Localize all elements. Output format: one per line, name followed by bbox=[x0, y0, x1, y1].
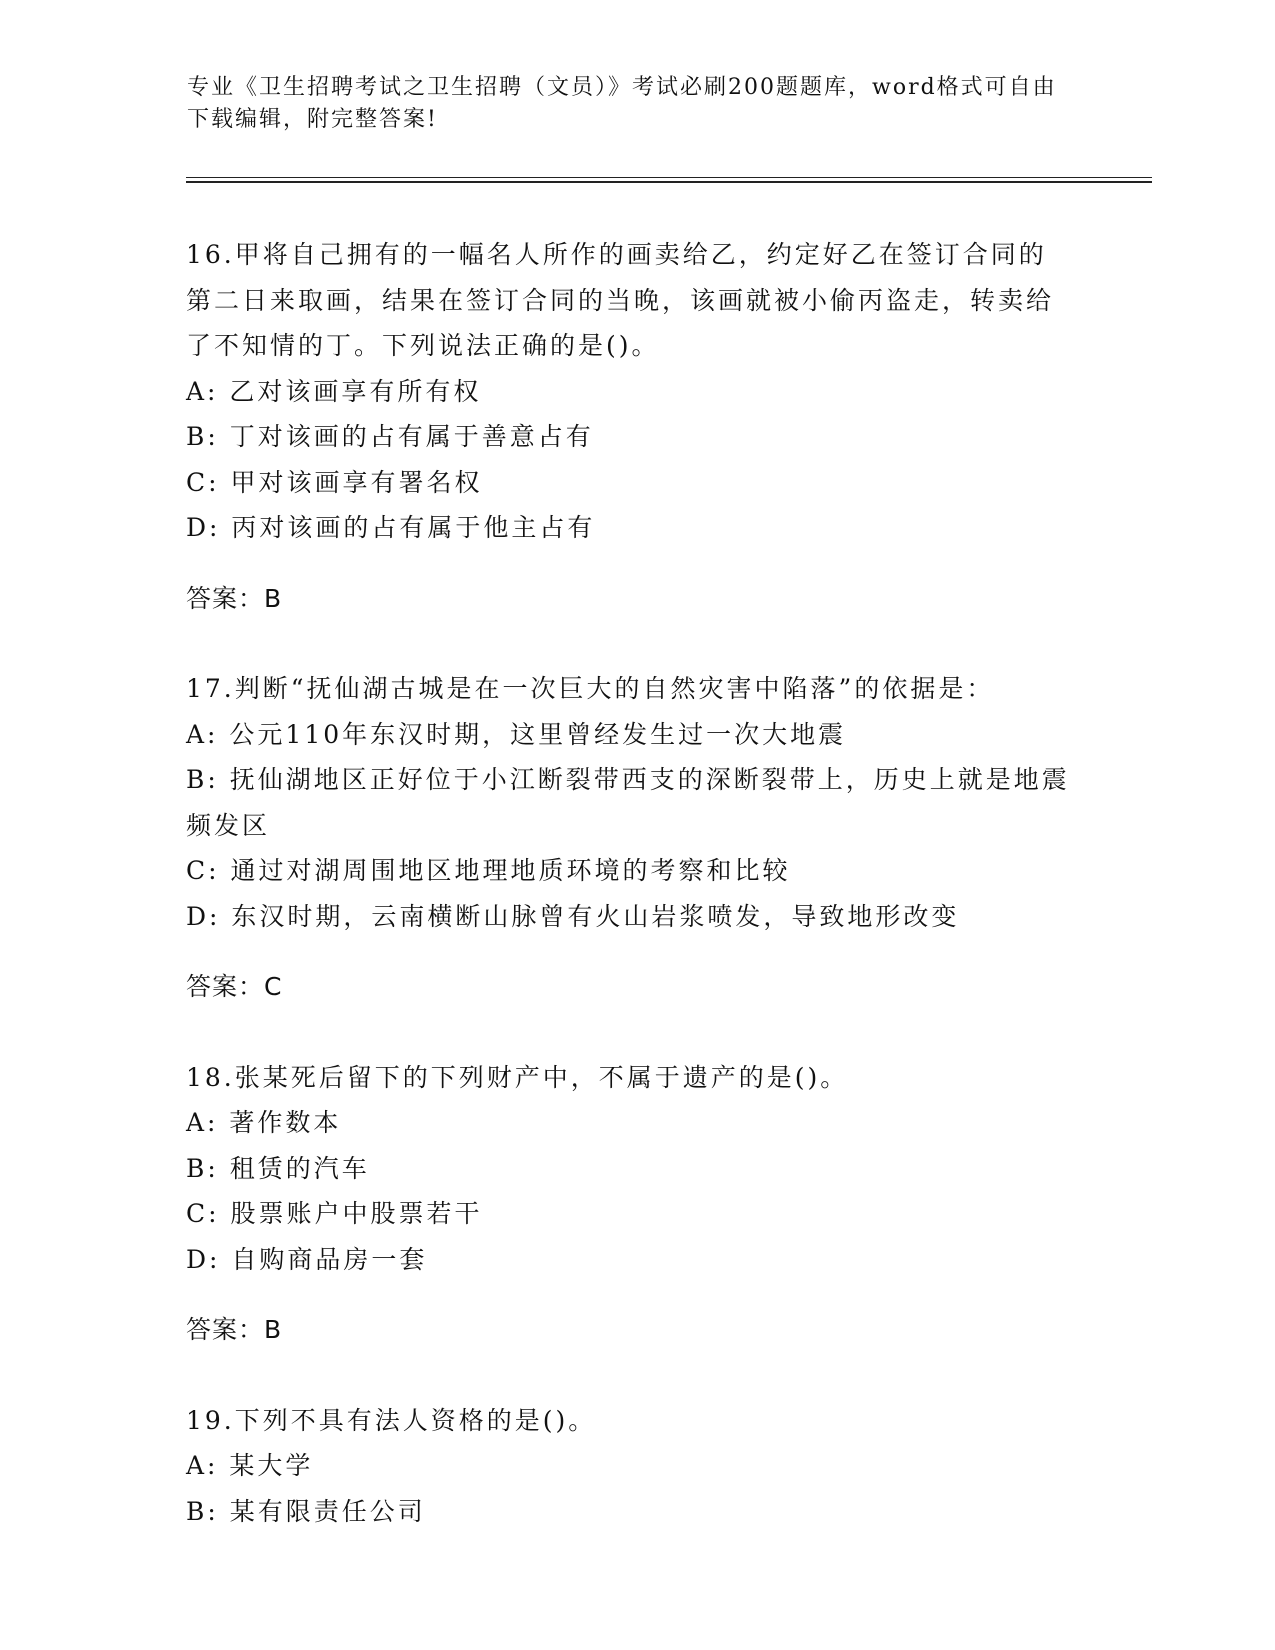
option-a: A: 著作数本 bbox=[186, 1108, 342, 1137]
option-d: D: 自购商品房一套 bbox=[186, 1244, 428, 1274]
question-18 bbox=[186, 1055, 1086, 1353]
header-divider-thick bbox=[186, 181, 1152, 183]
option-c: C: 甲对该画享有署名权 bbox=[186, 467, 483, 497]
answer-line: 答案：B bbox=[186, 583, 283, 613]
option-c: C: 股票账户中股票若干 bbox=[186, 1199, 483, 1228]
option-a: A: 乙对该画享有所有权 bbox=[186, 376, 482, 406]
answer-line: 答案：B bbox=[186, 1315, 283, 1344]
document-header: 专业《卫生招聘考试之卫生招聘（文员）》考试必刷200题题库，word格式可自由下载编辑，附完整答案! bbox=[187, 75, 1057, 132]
question-stem: 16.甲将自己拥有的一幅名人所作的画卖给乙，约定好乙在签订合同的第二日来取画，结果在签订合同的当晚，该画就被小偷丙盗走，转卖给了不知情的丁。下列说法正确的是()。 bbox=[186, 240, 1055, 360]
question-17 bbox=[186, 666, 1086, 1010]
option-b: B: 抚仙湖地区正好位于小江断裂带西支的深断裂带上，历史上就是地震频发区 bbox=[186, 765, 1070, 840]
option-b: B: 丁对该画的占有属于善意占有 bbox=[186, 422, 594, 451]
question-stem: 18.张某死后留下的下列财产中，不属于遗产的是()。 bbox=[186, 1062, 849, 1092]
option-d: D: 东汉时期，云南横断山脉曾有火山岩浆喷发，导致地形改变 bbox=[186, 901, 960, 931]
option-b: B: 租赁的汽车 bbox=[186, 1153, 370, 1183]
question-stem: 17.判断“抚仙湖古城是在一次巨大的自然灾害中陷落”的依据是： bbox=[186, 674, 995, 703]
option-b: B: 某有限责任公司 bbox=[186, 1496, 426, 1526]
header-divider-thin bbox=[186, 177, 1152, 178]
question-stem: 19.下列不具有法人资格的是()。 bbox=[186, 1405, 597, 1435]
question-16 bbox=[186, 232, 1086, 621]
question-list bbox=[186, 232, 1086, 1579]
option-c: C: 通过对湖周围地区地理地质环境的考察和比较 bbox=[186, 856, 791, 885]
option-d: D: 丙对该画的占有属于他主占有 bbox=[186, 513, 596, 542]
option-a: A: 公元110年东汉时期，这里曾经发生过一次大地震 bbox=[186, 719, 847, 749]
question-19 bbox=[186, 1398, 1086, 1535]
answer-line: 答案：C bbox=[186, 972, 283, 1001]
option-a: A: 某大学 bbox=[186, 1451, 314, 1480]
